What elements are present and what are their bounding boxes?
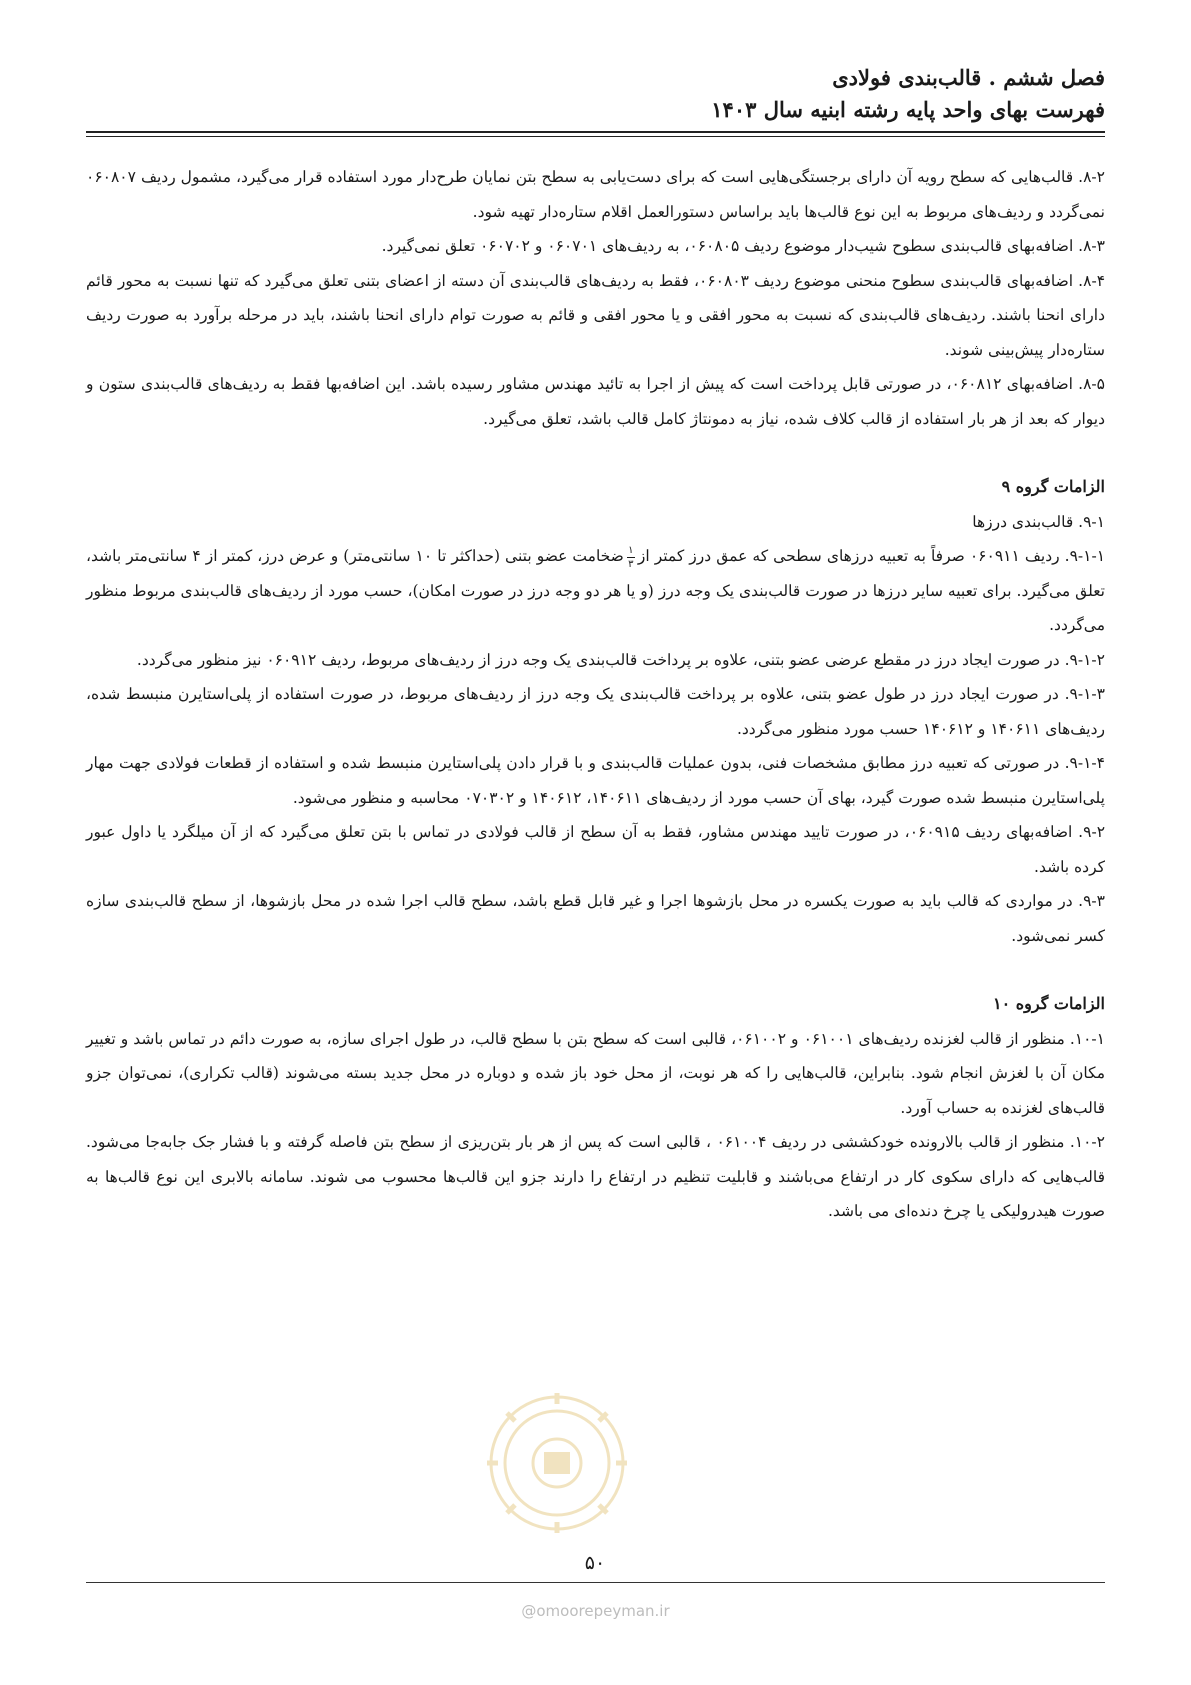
- header-rule-thick: [86, 131, 1105, 133]
- paragraph-9-1-1: [86, 539, 1105, 643]
- fraction-numerator: ۱: [628, 544, 634, 556]
- paragraph-8-3: ۸-۳. اضافه‌بهای قالب‌بندی سطوح شیب‌دار موضوع ردیف ۰۶۰۸۰۵، به ردیف‌های ۰۶۰۷۰۱ و ۰۶۰۷۰۲ تعلق نمی‌گیرد.: [381, 237, 1105, 255]
- section-gap: [86, 953, 1105, 987]
- paragraph-10-2: ۱۰-۲. منظور از قالب بالارونده خودکششی در ردیف ۰۶۱۰۰۴ ، قالبی است که پس از هر بار بتن‌ریزی از سطح بتن فاصله گرفته و با فشار جک جابه‌جا می‌شود. قالب‌هایی که دارای سکوی کار در ارتفاع می‌باشند و قابلیت تنظیم در ارتفاع را دارند جزو این قالب‌ها محسوب می شوند. سامانه بالابری این نوع قالب‌ها به صورت هیدرولیکی یا چرخ دنده‌ای می باشد.: [86, 1133, 1105, 1220]
- paragraph-9-1-1-end: ضخامت عضو بتنی (حداکثر تا ۱۰ سانتی‌متر) و عرض درز، کمتر از ۴ سانتی‌متر باشد، تعلق می‌گیرد. برای تعبیه سایر درزها در صورت قالب‌بندی یک وجه درز (و یا هر دو وجه درز در صورت امکان)، حسب مورد از ردیف‌های قالب‌بندی مربوط منظور می‌گردد.: [86, 547, 1105, 634]
- page-number: ۵۰: [584, 1552, 606, 1574]
- paragraph-9-1-4: ۹-۱-۴. در صورتی که تعبیه درز مطابق مشخصات فنی، بدون عملیات قالب‌بندی و با قرار دادن پلی‌استایرن منبسط شده و استفاده از قطعات فولادی جهت مهار پلی‌استایرن منبسط شده صورت گیرد، بهای آن حسب مورد از ردیف‌های ۱۴۰۶۱۱، ۱۴۰۶۱۲ و ۰۷۰۳۰۲ محاسبه و منظور می‌شود.: [86, 754, 1105, 807]
- group-9-heading: الزامات گروه ۹: [1001, 477, 1105, 496]
- paragraph-9-1-1-start: ۹-۱-۱. ردیف ۰۶۰۹۱۱ صرفاً به تعبیه درزهای سطحی که عمق درز کمتر از: [637, 547, 1106, 565]
- paragraph-9-3: ۹-۳. در مواردی که قالب باید به صورت یکسره در محل بازشوها اجرا و غیر قابل قطع باشد، سطح قالب اجرا شده در محل بازشوها، از سطح قالب‌بندی سازه کسر نمی‌شود.: [86, 892, 1105, 945]
- group-10-heading: الزامات گروه ۱۰: [993, 994, 1105, 1013]
- section-gap: [86, 436, 1105, 470]
- paragraph-9-2: ۹-۲. اضافه‌بهای ردیف ۰۶۰۹۱۵، در صورت تایید مهندس مشاور، فقط به آن سطح از قالب فولادی در تماس با بتن تعلق می‌گیرد که از آن میلگرد یا داول عبور کرده باشد.: [86, 823, 1106, 876]
- site-watermark: @omoorepeyman.ir: [521, 1602, 670, 1620]
- document-subtitle: فهرست بهای واحد پایه رشته ابنیه سال ۱۴۰۳: [711, 97, 1105, 122]
- seal-stamp-logo: [482, 1388, 632, 1538]
- chapter-title: فصل ششم . قالب‌بندی فولادی: [832, 65, 1105, 90]
- paragraph-10-1: ۱۰-۱. منظور از قالب لغزنده ردیف‌های ۰۶۱۰۰۱ و ۰۶۱۰۰۲، قالبی است که سطح بتن با سطح قالب، در طول اجرای سازه، به صورت دائم در تماس باشد و تغییر مکان آن با لغزش انجام شود. بنابراین، قالب‌هایی را که هر نوبت، از محل خود باز شده و دوباره در محل جدید بسته می‌شوند (قالب تکراری)، نمی‌توان جزو قالب‌های لغزنده به حساب آورد.: [86, 1029, 1105, 1117]
- footer-rule: [86, 1582, 1105, 1583]
- paragraph-9-1-3: ۹-۱-۳. در صورت ایجاد درز در طول عضو بتنی، علاوه بر پرداخت قالب‌بندی یک وجه درز از ردیف‌های مربوط، در صورت استفاده از پلی‌استایرن منبسط شده، ردیف‌های ۱۴۰۶۱۱ و ۱۴۰۶۱۲ حسب مورد منظور می‌گردد.: [86, 685, 1105, 738]
- paragraph-8-4: ۸-۴. اضافه‌بهای قالب‌بندی سطوح منحنی موضوع ردیف ۰۶۰۸۰۳، فقط به ردیف‌های قالب‌بندی آن دسته از اعضای بتنی تعلق می‌گیرد که تنها نسبت به محور قائم دارای انحنا باشند. ردیف‌های قالب‌بندی که نسبت به محور افقی و یا محور افقی و قائم به صورت توام دارای انحنا باشند، باید در مرحله برآورد به صورت ردیف ستاره‌دار پیش‌بینی شوند.: [86, 271, 1106, 359]
- fraction-bar: [627, 557, 635, 558]
- fraction-denominator: ۳: [628, 558, 634, 570]
- paragraph-8-2: ۸-۲. قالب‌هایی که سطح رویه آن دارای برجستگی‌هایی است که برای دست‌یابی به سطح بتن نمایان طرح‌دار مورد استفاده قرار می‌گیرد، مشمول ردیف ۰۶۰۸۰۷ نمی‌گردد و ردیف‌های مربوط به این نوع قالب‌ها باید براساس دستورالعمل اقلام ستاره‌دار تهیه شود.: [86, 168, 1105, 221]
- body-content: [86, 160, 1105, 1229]
- paragraph-8-5: ۸-۵. اضافه‌بهای ۰۶۰۸۱۲، در صورتی قابل پرداخت است که پیش از اجرا به تائید مهندس مشاور رسیده باشد. این اضافه‌بها فقط به ردیف‌های قالب‌بندی ستون و دیوار که بعد از هر بار استفاده از قالب کلاف شده، نیاز به دمونتاژ کامل قالب باشد، تعلق می‌گیرد.: [86, 375, 1105, 428]
- group-9-subheading: ۹-۱. قالب‌بندی درزها: [972, 512, 1105, 531]
- header-rule-thin: [86, 136, 1105, 137]
- page-header: [85, 62, 1105, 126]
- paragraph-9-1-2: ۹-۱-۲. در صورت ایجاد درز در مقطع عرضی عضو بتنی، علاوه بر پرداخت قالب‌بندی یک وجه درز از ردیف‌های مربوط، ردیف ۰۶۰۹۱۲ نیز منظور می‌گردد.: [136, 650, 1105, 669]
- one-third-fraction: [627, 545, 635, 570]
